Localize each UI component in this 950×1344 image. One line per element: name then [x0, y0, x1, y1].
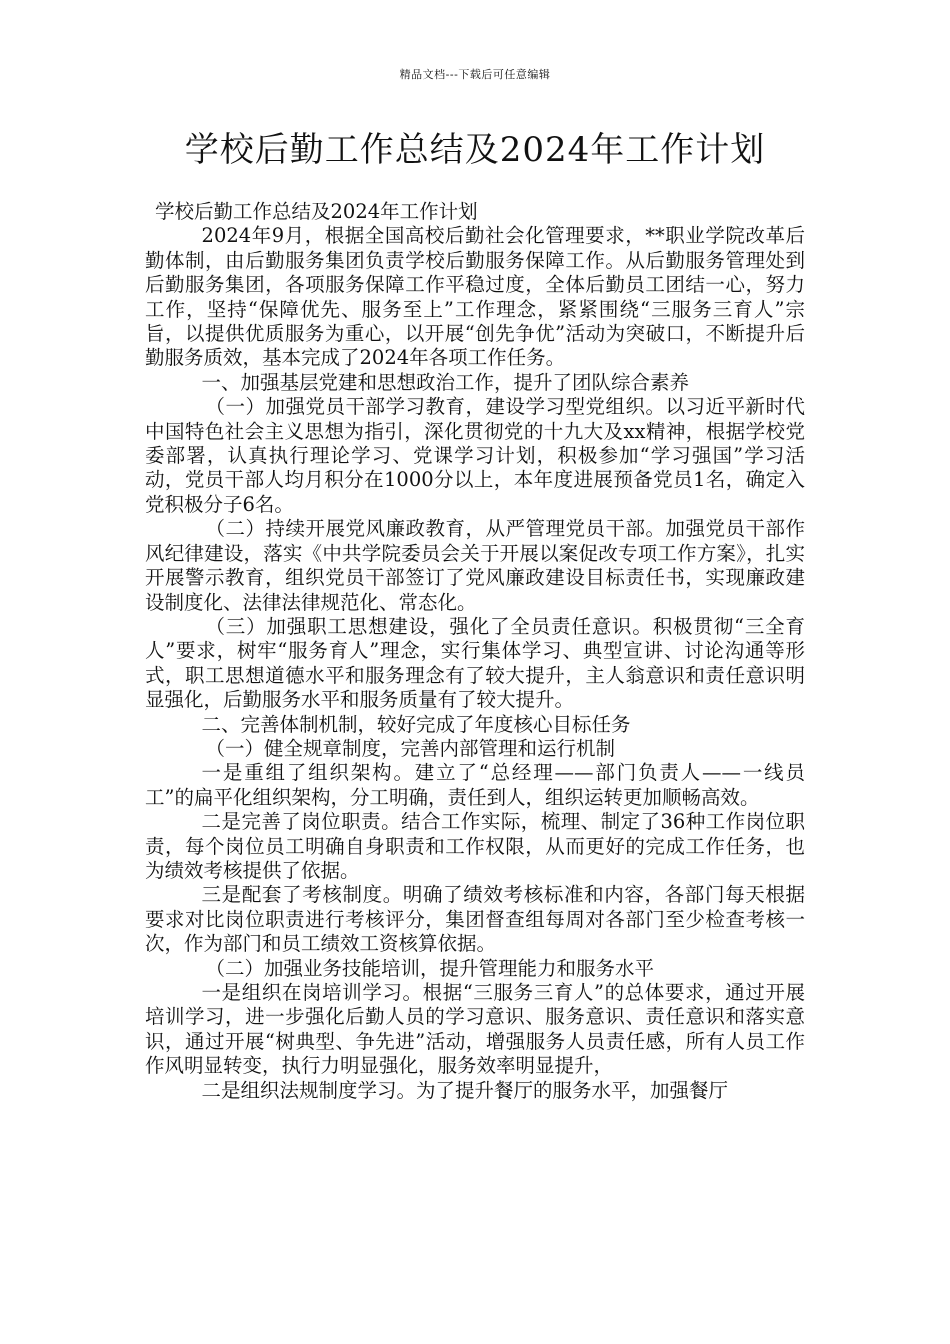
- document-body: [145, 200, 805, 1103]
- paragraph: 二、完善体制机制，较好完成了年度核心目标任务: [201, 712, 631, 736]
- paragraph: 一是重组了组织架构。建立了“总经理——部门负责人——一线员工”的扁平化组织架构，分工明确，责任到人，组织运转更加顺畅高效。: [145, 761, 805, 809]
- paragraph: 三是配套了考核制度。明确了绩效考核标准和内容，各部门每天根据要求对比岗位职责进行考核评分，集团督查组每周对各部门至少检查考核一次，作为部门和员工绩效工资核算依据。: [145, 883, 805, 956]
- paragraph: 二是完善了岗位职责。结合工作实际，梳理、制定了36种工作岗位职责，每个岗位员工明确自身职责和工作权限，从而更好的完成工作任务，也为绩效考核提供了依据。: [145, 810, 805, 882]
- paragraph: （二）加强业务技能培训，提升管理能力和服务水平: [205, 956, 654, 980]
- paragraph: （一）加强党员干部学习教育，建设学习型党组织。以习近平新时代中国特色社会主义思想为指引，深化贯彻党的十九大及xx精神，根据学校党委部署，认真执行理论学习、党课学习计划，积极参加“学习强国”学习活动，党员干部人均月积分在1000分以上，本年度进展预备党员1名，确定入党积极分子6名。: [145, 395, 805, 516]
- paragraph: （二）持续开展党风廉政教育，从严管理党员干部。加强党员干部作风纪律建设，落实《中共学院委员会关于开展以案促改专项工作方案》，扎实开展警示教育，组织党员干部签订了党风廉政建设目标责任书，实现廉政建设制度化、法律法律规范化、常态化。: [145, 517, 805, 614]
- document-subtitle: 学校后勤工作总结及2024年工作计划: [155, 200, 478, 223]
- paragraph: 一、加强基层党建和思想政治工作，提升了团队综合素养: [201, 370, 690, 394]
- paragraph: （三）加强职工思想建设，强化了全员责任意识。积极贯彻“三全育人”要求，树牢“服务育人”理念，实行集体学习、典型宣讲、讨论沟通等形式，职工思想道德水平和服务理念有了较大提升，主人翁意识和责任意识明显强化，后勤服务水平和服务质量有了较大提升。: [145, 614, 805, 712]
- paragraph: （一）健全规章制度，完善内部管理和运行机制: [205, 736, 615, 760]
- paragraph: 二是组织法规制度学习。为了提升餐厅的服务水平，加强餐厅: [201, 1078, 729, 1102]
- paragraph: 一是组织在岗培训学习。根据“三服务三育人”的总体要求，通过开展培训学习，进一步强化后勤人员的学习意识、服务意识、责任意识和落实意识，通过开展“树典型、争先进”活动，增强服务人员责任感，所有人员工作作风明显转变，执行力明显强化，服务效率明显提升，: [145, 981, 805, 1078]
- header-note: 精品文档---下载后可任意编辑: [399, 68, 551, 81]
- paragraph: 2024年9月，根据全国高校后勤社会化管理要求，**职业学院改革后勤体制，由后勤服务集团负责学校后勤服务保障工作。从后勤服务管理处到后勤服务集团，各项服务保障工作平稳过度，全体后勤员工团结一心，努力工作，坚持“保障优先、服务至上”工作理念，紧紧围绕“三服务三育人”宗旨，以提供优质服务为重心，以开展“创先争优”活动为突破口，不断提升后勤服务质效，基本完成了2024年各项工作任务。: [145, 224, 805, 370]
- document-title: 学校后勤工作总结及2024年工作计划: [184, 130, 766, 170]
